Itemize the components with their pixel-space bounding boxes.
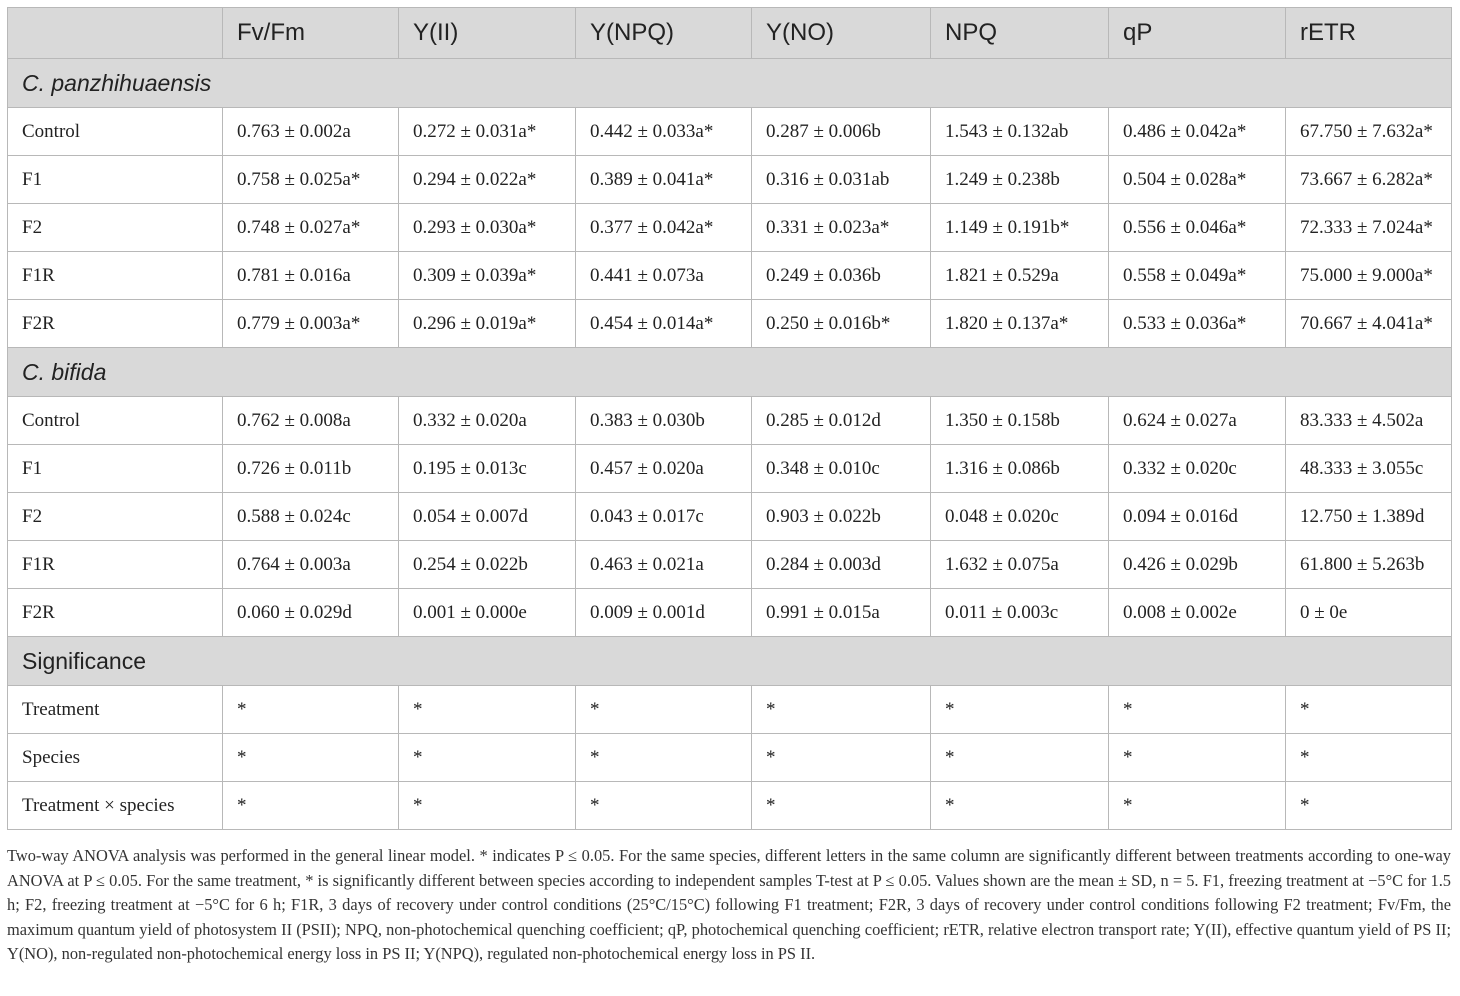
value-cell: 0.348 ± 0.010c — [752, 445, 931, 493]
table-footnote: Two-way ANOVA analysis was performed in the general linear model. * indicates P ≤ 0.05. For the same species, different letters in the same column are significantly different between treatments according to one-way ANOVA at P ≤ 0.05. For the same treatment, * is significantly different between species according to independent samples T-test at P ≤ 0.05. Values shown are the mean ± SD, n = 5. F1, freezing treatment at −5°C for 1.5 h; F2, freezing treatment at −5°C for 6 h; F1R, 3 days of recovery under control conditions (25°C/15°C) following F1 treatment; F2R, 3 days of recovery under control conditions following F2 treatment; Fv/Fm, the maximum quantum yield of photosystem II (PSII); NPQ, non-photochemical quenching coefficient; qP, photochemical quenching coefficient; rETR, relative electron transport rate; Y(II), effective quantum yield of PS II; Y(NO), non-regulated non-photochemical energy loss in PS II; Y(NPQ), regulated non-photochemical energy loss in PS II. — [7, 846, 1451, 963]
value-cell: 0.991 ± 0.015a — [752, 589, 931, 637]
value-cell: * — [752, 686, 931, 734]
table-row — [8, 782, 1452, 830]
chlorophyll-fluorescence-table — [7, 7, 1452, 830]
value-cell: * — [399, 686, 576, 734]
value-cell: 0.008 ± 0.002e — [1109, 589, 1286, 637]
value-cell: * — [1286, 782, 1452, 830]
value-cell: 1.149 ± 0.191b* — [931, 204, 1109, 252]
row-label-cell: F1 — [8, 156, 223, 204]
table-body — [8, 59, 1452, 830]
table-row — [8, 108, 1452, 156]
value-cell: 0 ± 0e — [1286, 589, 1452, 637]
value-cell: 0.043 ± 0.017c — [576, 493, 752, 541]
value-cell: 0.454 ± 0.014a* — [576, 300, 752, 348]
value-cell: * — [752, 734, 931, 782]
value-cell: * — [223, 782, 399, 830]
row-label-cell: F1R — [8, 252, 223, 300]
section-header-row — [8, 348, 1452, 397]
value-cell: 0.377 ± 0.042a* — [576, 204, 752, 252]
header-cell-ynpq: Y(NPQ) — [576, 8, 752, 59]
value-cell: * — [576, 686, 752, 734]
value-cell: 0.296 ± 0.019a* — [399, 300, 576, 348]
row-label-cell: F2 — [8, 493, 223, 541]
value-cell: * — [1109, 686, 1286, 734]
section-title: C. bifida — [8, 348, 1452, 397]
value-cell: * — [931, 782, 1109, 830]
value-cell: 0.332 ± 0.020a — [399, 397, 576, 445]
row-label-cell: Species — [8, 734, 223, 782]
value-cell: 0.426 ± 0.029b — [1109, 541, 1286, 589]
value-cell: 0.272 ± 0.031a* — [399, 108, 576, 156]
row-label-cell: F2R — [8, 589, 223, 637]
value-cell: 0.249 ± 0.036b — [752, 252, 931, 300]
table-row — [8, 397, 1452, 445]
value-cell: 0.054 ± 0.007d — [399, 493, 576, 541]
value-cell: 0.389 ± 0.041a* — [576, 156, 752, 204]
value-cell: 1.632 ± 0.075a — [931, 541, 1109, 589]
value-cell: * — [1286, 734, 1452, 782]
value-cell: 0.588 ± 0.024c — [223, 493, 399, 541]
value-cell: 61.800 ± 5.263b — [1286, 541, 1452, 589]
value-cell: * — [399, 734, 576, 782]
header-cell-retr: rETR — [1286, 8, 1452, 59]
header-cell-yii: Y(II) — [399, 8, 576, 59]
value-cell: * — [931, 686, 1109, 734]
value-cell: 0.048 ± 0.020c — [931, 493, 1109, 541]
value-cell: 0.556 ± 0.046a* — [1109, 204, 1286, 252]
value-cell: * — [1286, 686, 1452, 734]
table-row — [8, 252, 1452, 300]
value-cell: 1.820 ± 0.137a* — [931, 300, 1109, 348]
value-cell: 1.316 ± 0.086b — [931, 445, 1109, 493]
value-cell: 0.441 ± 0.073a — [576, 252, 752, 300]
value-cell: * — [752, 782, 931, 830]
value-cell: 0.060 ± 0.029d — [223, 589, 399, 637]
value-cell: 0.094 ± 0.016d — [1109, 493, 1286, 541]
value-cell: 0.779 ± 0.003a* — [223, 300, 399, 348]
value-cell: 0.332 ± 0.020c — [1109, 445, 1286, 493]
value-cell: * — [1109, 782, 1286, 830]
value-cell: 0.287 ± 0.006b — [752, 108, 931, 156]
value-cell: 0.726 ± 0.011b — [223, 445, 399, 493]
value-cell: 0.195 ± 0.013c — [399, 445, 576, 493]
value-cell: 0.250 ± 0.016b* — [752, 300, 931, 348]
value-cell: 0.285 ± 0.012d — [752, 397, 931, 445]
row-label-cell: F2R — [8, 300, 223, 348]
value-cell: 0.486 ± 0.042a* — [1109, 108, 1286, 156]
row-label-cell: F1 — [8, 445, 223, 493]
value-cell: 0.748 ± 0.027a* — [223, 204, 399, 252]
value-cell: 0.533 ± 0.036a* — [1109, 300, 1286, 348]
value-cell: * — [576, 734, 752, 782]
value-cell: 1.350 ± 0.158b — [931, 397, 1109, 445]
value-cell: 0.463 ± 0.021a — [576, 541, 752, 589]
header-cell-npq: NPQ — [931, 8, 1109, 59]
value-cell: * — [223, 734, 399, 782]
value-cell: 0.254 ± 0.022b — [399, 541, 576, 589]
value-cell: 72.333 ± 7.024a* — [1286, 204, 1452, 252]
table-row — [8, 589, 1452, 637]
value-cell: 1.543 ± 0.132ab — [931, 108, 1109, 156]
value-cell: 0.763 ± 0.002a — [223, 108, 399, 156]
value-cell: 0.764 ± 0.003a — [223, 541, 399, 589]
value-cell: 0.383 ± 0.030b — [576, 397, 752, 445]
value-cell: 73.667 ± 6.282a* — [1286, 156, 1452, 204]
value-cell: 0.903 ± 0.022b — [752, 493, 931, 541]
header-cell-fvfm: Fv/Fm — [223, 8, 399, 59]
table-row — [8, 156, 1452, 204]
value-cell: 67.750 ± 7.632a* — [1286, 108, 1452, 156]
value-cell: * — [576, 782, 752, 830]
value-cell: 0.284 ± 0.003d — [752, 541, 931, 589]
value-cell: 0.294 ± 0.022a* — [399, 156, 576, 204]
value-cell: 0.781 ± 0.016a — [223, 252, 399, 300]
table-row — [8, 300, 1452, 348]
header-cell-qp: qP — [1109, 8, 1286, 59]
value-cell: 0.504 ± 0.028a* — [1109, 156, 1286, 204]
value-cell: 70.667 ± 4.041a* — [1286, 300, 1452, 348]
value-cell: 48.333 ± 3.055c — [1286, 445, 1452, 493]
row-label-cell: Treatment — [8, 686, 223, 734]
header-cell-yno: Y(NO) — [752, 8, 931, 59]
row-label-cell: F2 — [8, 204, 223, 252]
value-cell: 0.558 ± 0.049a* — [1109, 252, 1286, 300]
value-cell: 0.442 ± 0.033a* — [576, 108, 752, 156]
value-cell: 0.762 ± 0.008a — [223, 397, 399, 445]
section-header-row — [8, 59, 1452, 108]
section-header-row — [8, 637, 1452, 686]
value-cell: 0.009 ± 0.001d — [576, 589, 752, 637]
value-cell: 0.457 ± 0.020a — [576, 445, 752, 493]
value-cell: 0.293 ± 0.030a* — [399, 204, 576, 252]
value-cell: 0.758 ± 0.025a* — [223, 156, 399, 204]
table-row — [8, 734, 1452, 782]
table-row — [8, 541, 1452, 589]
table-row — [8, 445, 1452, 493]
value-cell: 0.316 ± 0.031ab — [752, 156, 931, 204]
table-row — [8, 493, 1452, 541]
value-cell: 0.309 ± 0.039a* — [399, 252, 576, 300]
value-cell: * — [1109, 734, 1286, 782]
value-cell: 83.333 ± 4.502a — [1286, 397, 1452, 445]
section-title: Significance — [8, 637, 1452, 686]
header-row — [8, 8, 1452, 59]
table-row — [8, 686, 1452, 734]
value-cell: 0.331 ± 0.023a* — [752, 204, 931, 252]
table-row — [8, 204, 1452, 252]
value-cell: 1.249 ± 0.238b — [931, 156, 1109, 204]
table-header — [8, 8, 1452, 59]
value-cell: 75.000 ± 9.000a* — [1286, 252, 1452, 300]
value-cell: * — [399, 782, 576, 830]
row-label-cell: Control — [8, 397, 223, 445]
value-cell: * — [223, 686, 399, 734]
section-title: C. panzhihuaensis — [8, 59, 1452, 108]
data-table-container — [7, 7, 1451, 830]
value-cell: 0.011 ± 0.003c — [931, 589, 1109, 637]
header-cell-blank — [8, 8, 223, 59]
row-label-cell: Treatment × species — [8, 782, 223, 830]
value-cell: 1.821 ± 0.529a — [931, 252, 1109, 300]
value-cell: * — [931, 734, 1109, 782]
row-label-cell: F1R — [8, 541, 223, 589]
value-cell: 0.001 ± 0.000e — [399, 589, 576, 637]
value-cell: 12.750 ± 1.389d — [1286, 493, 1452, 541]
row-label-cell: Control — [8, 108, 223, 156]
value-cell: 0.624 ± 0.027a — [1109, 397, 1286, 445]
